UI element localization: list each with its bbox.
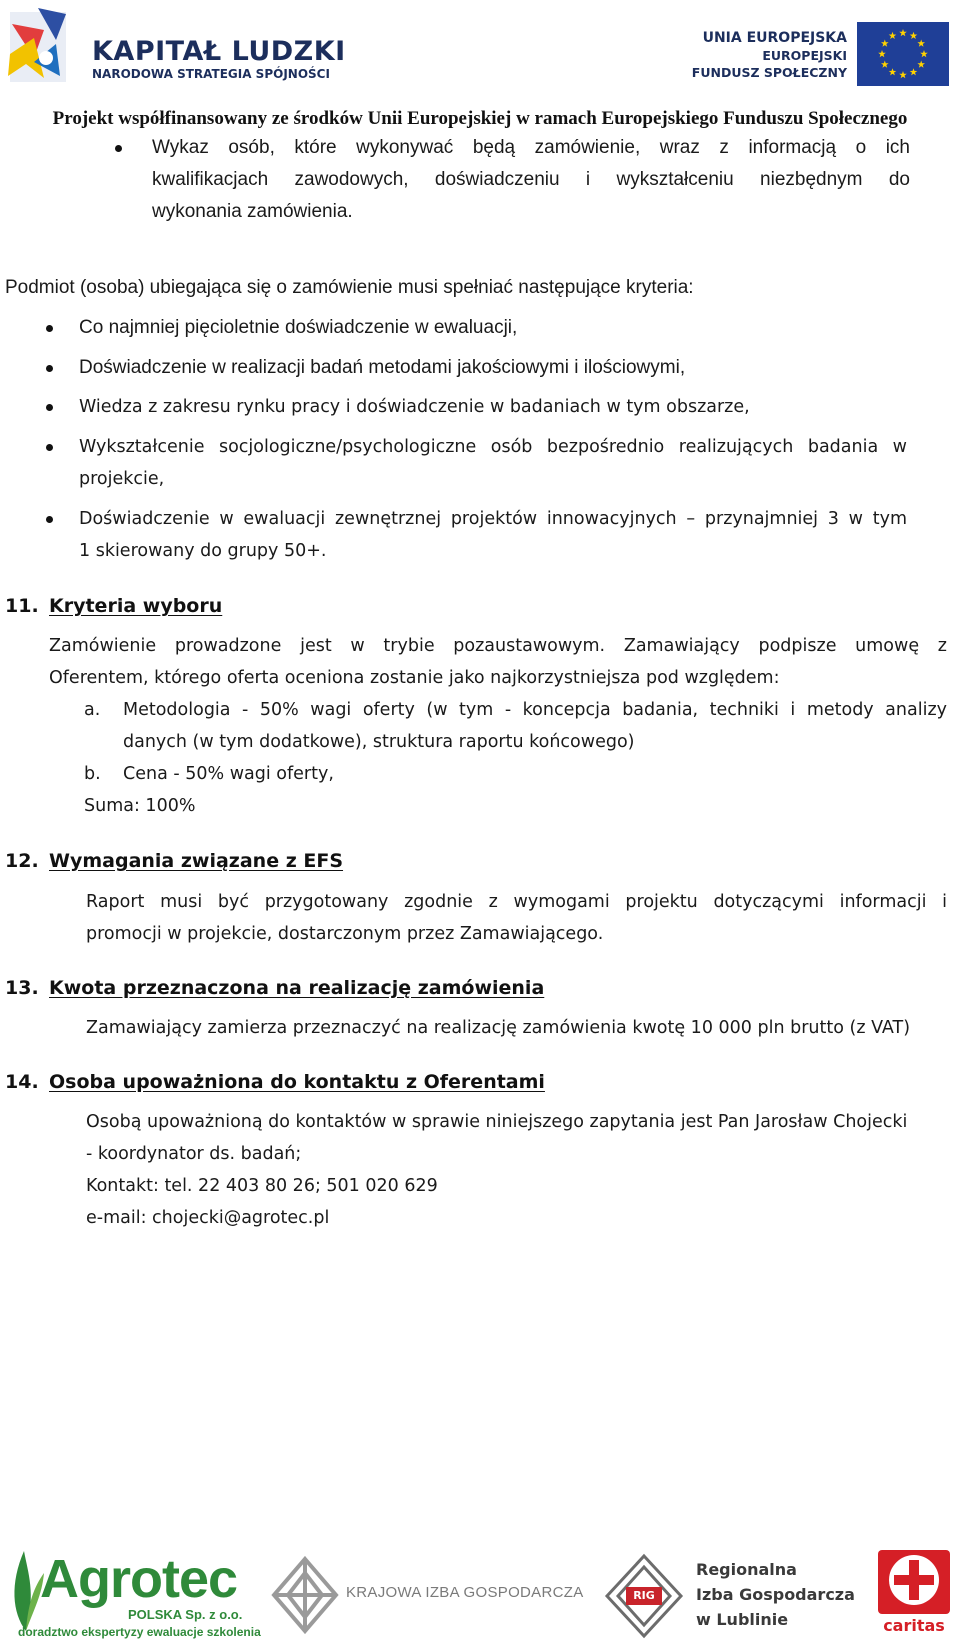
kapital-ludzki-emblem-icon <box>4 4 84 88</box>
contact-phone: Kontakt: tel. 22 403 80 26; 501 020 629 <box>86 1176 438 1196</box>
caritas-logo <box>874 1550 954 1642</box>
list-item: Doświadczenie w realizacji badań metodami jakościowymi i ilościowymi, <box>79 352 685 384</box>
paragraph-line: - koordynator ds. badań; <box>86 1144 302 1164</box>
eu-label-line1: UNIA EUROPEJSKA <box>702 30 847 46</box>
section-title: Osoba upoważniona do kontaktu z Oferentami <box>49 1071 545 1093</box>
eu-fund-label <box>692 30 847 81</box>
kig-emblem-icon <box>270 1555 340 1635</box>
list-item-continuation: 1 skierowany do grupy 50+. <box>79 541 327 561</box>
list-item: Wykształcenie socjologiczne/psychologiczne osób bezpośrednio realizujących badania w <box>79 431 907 463</box>
paragraph-line: Osobą upoważnioną do kontaktów w sprawie niniejszego zapytania jest Pan Jarosław Chojecki <box>86 1112 908 1132</box>
paragraph-line: Zamawiający zamierza przeznaczyć na realizację zamówienia kwotę 10 000 pln brutto (z VAT) <box>86 1018 911 1038</box>
rig-badge-text: RIG <box>633 1589 655 1602</box>
list-item-continuation: wykonania zamówienia. <box>152 201 353 222</box>
section-title: Kryteria wyboru <box>49 595 223 617</box>
paragraph-line: Oferentem, którego oferta oceniona zostanie jako najkorzystniejsza pod względem: <box>49 668 780 688</box>
list-item-continuation: projekcie, <box>79 469 165 489</box>
contact-email: e-mail: chojecki@agrotec.pl <box>86 1208 330 1228</box>
caritas-seal-text: CARITAS <box>897 1605 931 1613</box>
agrotec-sub: POLSKA Sp. z o.o. <box>128 1607 243 1622</box>
list-item: Wykaz osób, które wykonywać będą zamówienie, wraz z informacją o ich <box>152 132 910 164</box>
rig-line1: Regionalna <box>696 1560 797 1579</box>
project-cofinancing-line: Projekt współfinansowany ze środków Unii Europejskiej w ramach Europejskiego Funduszu Społecznego <box>52 108 908 129</box>
section-number: 13. <box>5 977 39 999</box>
kapital-ludzki-title: KAPITAŁ LUDZKI <box>92 36 346 67</box>
section-number: 11. <box>5 595 39 617</box>
eu-flag-icon <box>857 22 949 86</box>
rig-lublin-logo <box>604 1553 854 1641</box>
eu-label-line2: EUROPEJSKI <box>762 48 847 63</box>
list-item: Co najmniej pięcioletnie doświadczenie w ewaluacji, <box>79 312 517 344</box>
list-item: Doświadczenie w ewaluacji zewnętrznej projektów innowacyjnych – przynajmniej 3 w tym <box>79 503 907 535</box>
agrotec-logo <box>4 1543 261 1643</box>
paragraph-line: Zamówienie prowadzone jest w trybie pozaustawowym. Zamawiający podpisze umowę z <box>49 636 947 656</box>
section-number: 12. <box>5 850 39 872</box>
paragraph-line: promocji w projekcie, dostarczonym przez Zamawiającego. <box>86 924 604 944</box>
agrotec-tagline: doradztwo ekspertyzy ewaluacje szkolenia <box>18 1625 261 1639</box>
paragraph-line: Raport musi być przygotowany zgodnie z wymogami projektu dotyczącymi informacji i <box>86 892 947 912</box>
kig-logo <box>270 1555 590 1635</box>
agrotec-name: Agrotec <box>40 1549 238 1609</box>
list-item: Wiedza z zakresu rynku pracy i doświadczenie w badaniach w tym obszarze, <box>79 391 750 423</box>
criteria-intro: Podmiot (osoba) ubiegająca się o zamówienie musi spełniać następujące kryteria: <box>5 277 694 298</box>
kig-name: KRAJOWA IZBA GOSPODARCZA <box>346 1584 584 1601</box>
section-title: Kwota przeznaczona na realizację zamówienia <box>49 977 545 999</box>
list-item-continuation: kwalifikacjach zawodowych, doświadczeniu i wykształceniu niezbędnym do <box>152 169 910 190</box>
list-marker-a: a. <box>84 700 101 720</box>
rig-line2: Izba Gospodarcza <box>696 1585 855 1604</box>
section-title: Wymagania związane z EFS <box>49 850 344 872</box>
section-number: 14. <box>5 1071 39 1093</box>
list-item-continuation: danych (w tym dodatkowe), struktura raportu końcowego) <box>123 732 635 752</box>
eu-label-line3: FUNDUSZ SPOŁECZNY <box>691 65 847 80</box>
sum-line: Suma: 100% <box>84 796 196 816</box>
list-item: Cena - 50% wagi oferty, <box>123 764 334 784</box>
caritas-name: caritas <box>883 1616 945 1635</box>
list-marker-b: b. <box>84 764 101 784</box>
list-item: Metodologia - 50% wagi oferty (w tym - koncepcja badania, techniki i metody analizy <box>123 700 947 720</box>
kapital-ludzki-subtitle: NARODOWA STRATEGIA SPÓJNOŚCI <box>92 67 330 81</box>
rig-line3: w Lublinie <box>696 1610 789 1629</box>
